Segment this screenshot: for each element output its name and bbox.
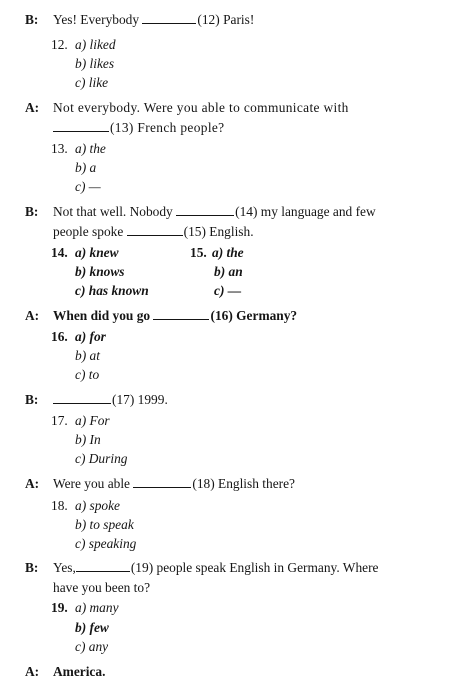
question-17-number: 17. [51, 413, 68, 428]
speaker-label: A: [25, 100, 40, 115]
speaker-label: A: [25, 476, 40, 491]
question-14-option-b[interactable]: b) knows [75, 264, 125, 279]
dialogue-line-14-15 [25, 202, 450, 242]
question-15-number: 15. [190, 245, 207, 260]
question-16-option-b[interactable]: b) at [75, 348, 100, 363]
dialogue-text: Were you able (18) English there? [53, 476, 295, 491]
question-18-option-a[interactable]: a) spoke [75, 498, 121, 513]
question-12-option-c[interactable]: c) like [75, 75, 109, 90]
speaker-label: B: [25, 12, 39, 27]
dialogue-line-final [25, 662, 450, 682]
dialogue-text: Not everybody. Were you able to communicate with (13) French people? [53, 100, 349, 135]
answer-blank[interactable] [133, 486, 191, 488]
dialogue-line-19 [25, 558, 450, 598]
dialogue-line-12 [25, 10, 450, 30]
question-15-option-b[interactable]: b) an [214, 264, 243, 279]
dialogue-text: When did you go (16) Germany? [53, 308, 298, 323]
speaker-label: A: [25, 664, 40, 679]
dialogue-text: Yes! Everybody (12) Paris! [53, 12, 255, 27]
question-18-option-b[interactable]: b) to speak [75, 517, 134, 532]
speaker-label: A: [25, 308, 40, 323]
answer-blank[interactable] [153, 318, 209, 320]
dialogue-line-13 [25, 98, 450, 138]
question-13-option-c[interactable]: c) — [75, 179, 101, 194]
question-14-option-c[interactable]: c) has known [75, 283, 149, 298]
question-13-option-b[interactable]: b) a [75, 160, 97, 175]
dialogue-text: Not that well. Nobody (14) my language and few people spoke (15) English. [53, 204, 376, 239]
dialogue-text: Yes, (19) people speak English in Germany. Where have you been to? [53, 560, 379, 595]
question-17-option-a[interactable]: a) For [75, 413, 110, 428]
dialogue-line-17 [25, 390, 450, 410]
question-15-option-c[interactable]: c) — [214, 283, 242, 298]
question-12-option-b[interactable]: b) likes [75, 56, 115, 71]
question-19-option-a[interactable]: a) many [75, 600, 119, 615]
answer-blank[interactable] [76, 570, 130, 572]
question-18-number: 18. [51, 498, 68, 513]
question-19-number: 19. [51, 600, 68, 615]
speaker-label: B: [25, 560, 39, 575]
question-19-option-b[interactable]: b) few [75, 620, 109, 635]
answer-blank[interactable] [127, 234, 183, 236]
answer-blank[interactable] [53, 130, 109, 132]
answer-blank[interactable] [176, 214, 234, 216]
question-16-number: 16. [51, 329, 68, 344]
question-16-option-c[interactable]: c) to [75, 367, 100, 382]
question-18-option-c[interactable]: c) speaking [75, 536, 137, 551]
question-15-option-a[interactable]: a) the [212, 245, 244, 260]
speaker-label: B: [25, 204, 39, 219]
dialogue-text: America. [53, 664, 106, 679]
dialogue-line-18 [25, 474, 450, 494]
answer-blank[interactable] [142, 22, 196, 24]
answer-blank[interactable] [53, 402, 111, 404]
question-19-option-c[interactable]: c) any [75, 639, 109, 654]
question-14-number: 14. [51, 245, 68, 260]
question-13-option-a[interactable]: a) the [75, 141, 106, 156]
question-12-number: 12. [51, 37, 68, 52]
question-17-option-b[interactable]: b) In [75, 432, 101, 447]
question-13-number: 13. [51, 141, 68, 156]
question-16-option-a[interactable]: a) for [75, 329, 106, 344]
dialogue-line-16 [25, 306, 450, 326]
question-12-option-a[interactable]: a) liked [75, 37, 116, 52]
dialogue-text: (17) 1999. [53, 390, 450, 410]
question-17-option-c[interactable]: c) During [75, 451, 128, 466]
question-14-option-a[interactable]: a) knew [75, 245, 119, 260]
speaker-label: B: [25, 392, 39, 407]
